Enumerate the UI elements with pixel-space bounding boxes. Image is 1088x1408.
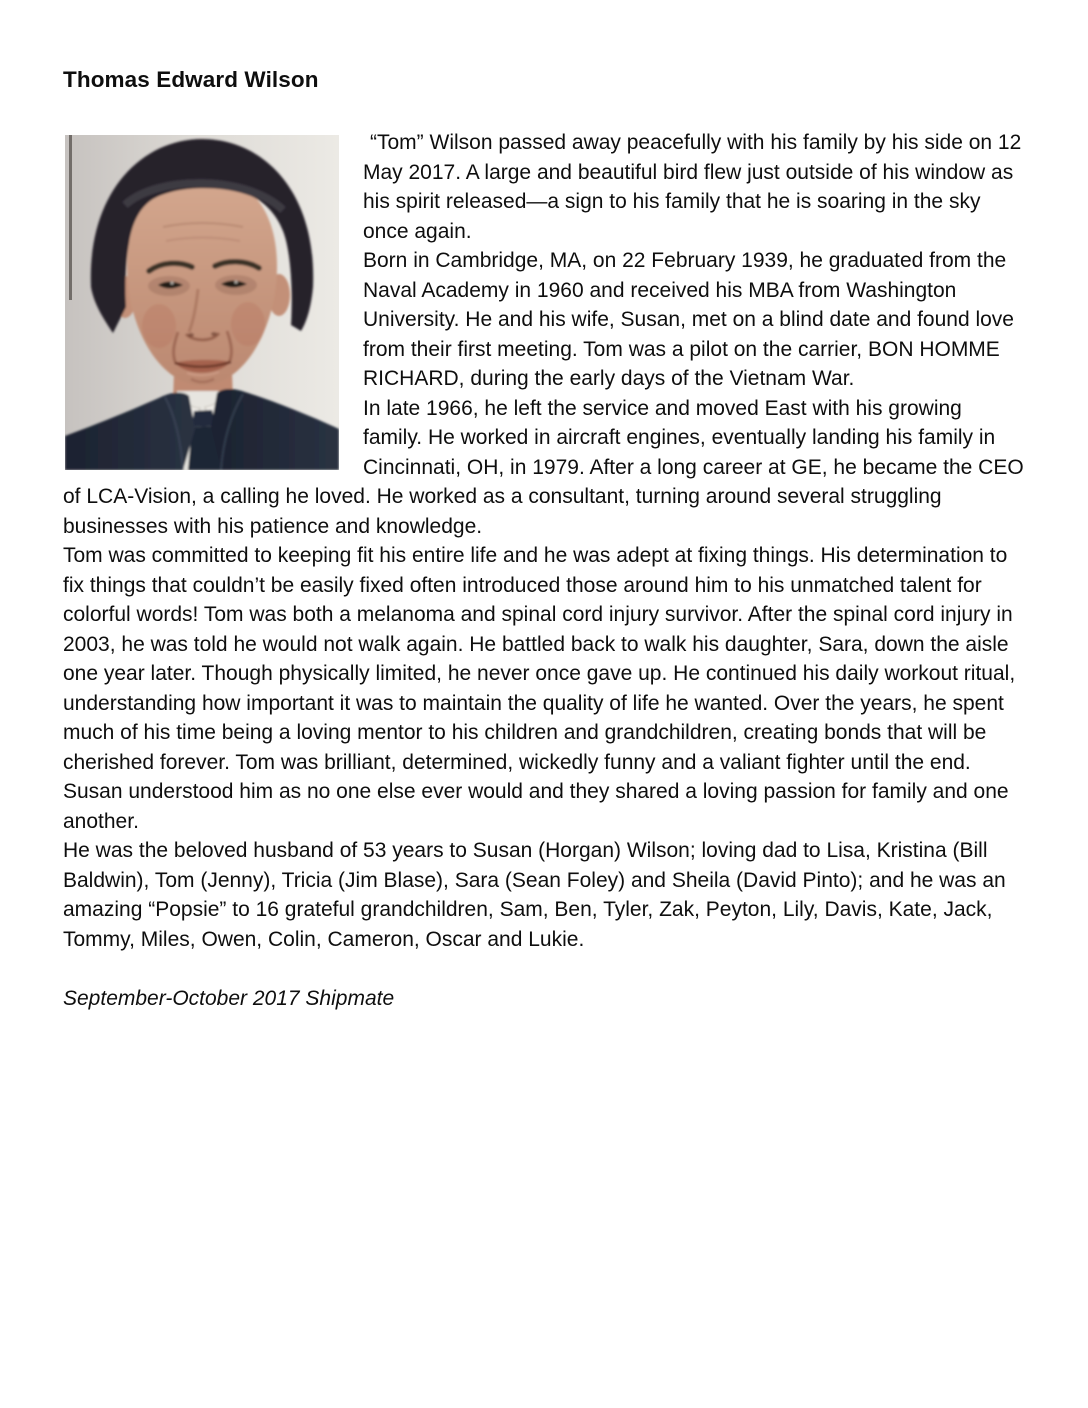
obituary-paragraph-2: Born in Cambridge, MA, on 22 February 1939, he graduated from the Naval Academy in 1960 and received his MBA from Washington University. He and his wife, Susan, met on a blind date and found love from their first meeting. Tom was a pilot on the carrier, BON HOMME RICHARD, during the early days of the Vietnam War. <box>363 249 1014 390</box>
portrait-photo <box>65 135 339 470</box>
source-citation: September-October 2017 Shipmate <box>63 987 395 1010</box>
obituary-paragraph-4: Tom was committed to keeping fit his entire life and he was adept at fixing things. His determination to fix things that couldn’t be easily fixed often introduced those around him to his unmatched talent for colorful words! Tom was both a melanoma and spinal cord injury survivor. After the spinal cord injury in 2003, he was told he would not walk again. He battled back to walk his daughter, Sara, down the aisle one year later. Though physically limited, he never once gave up. He continued his daily workout ritual, understanding how important it was to maintain the quality of life he wanted. Over the years, he spent much of his time being a loving mentor to his children and grandchildren, creating bonds that will be cherished forever. Tom was brilliant, determined, wickedly funny and a valiant fighter until the end. Susan understood him as no one else ever would and they shared a loving passion for family and one another. <box>63 544 1016 833</box>
obituary-text <box>63 128 1026 1014</box>
portrait-photo-image <box>65 135 339 470</box>
page-title: Thomas Edward Wilson <box>63 67 319 92</box>
obituary-paragraph-3: In late 1966, he left the service and moved East with his growing family. He worked in aircraft engines, eventually landing his family in Cincinnati, OH, in 1979. After a long career at GE, he became the CEO of LCA-Vision, a calling he loved. He worked as a consultant, turning around several struggling businesses with his patience and knowledge. <box>63 396 1024 538</box>
obituary-paragraph-5: He was the beloved husband of 53 years to Susan (Horgan) Wilson; loving dad to Lisa, Kristina (Bill Baldwin), Tom (Jenny), Tricia (Jim Blase), Sara (Sean Foley) and Sheila (David Pinto); and he was an amazing “Popsie” to 16 grateful grandchildren, Sam, Ben, Tyler, Zak, Peyton, Lily, Davis, Kate, Jack, Tommy, Miles, Owen, Colin, Cameron, Oscar and Lukie. <box>63 839 1006 951</box>
obituary-paragraph-1: “Tom” Wilson passed away peacefully with his family by his side on 12 May 2017. A large and beautiful bird flew just outside of his window as his spirit released—a sign to his family that he is soaring in the sky once again. <box>363 131 1022 243</box>
